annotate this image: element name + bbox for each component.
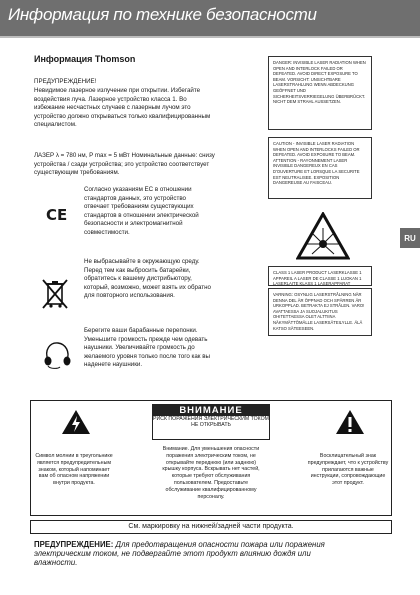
laser-class-label: CLASS 1 LASER PRODUCT LASERKLASSE 1 APPAREIL A LASER DE CLASSE 1 LUOKAN 1 LASERLAITE KLASS 1 LASERAPPARAT — [268, 266, 372, 286]
laser-caution-label: CAUTION - INVISIBLE LASER RADIATION WHEN OPEN AND INTERLOCKS FAILED OR DEFEATED. AVOID EXPOSURE TO BEAM. ATTENTION - RAYONNEMENT LASER INVISIBLE DANGEREUX EN CAS D'OUVERTURE ET LORSQUE LA SECURITE EST NEUTRALISEE. EXPOSITION DANGEREUSE AU FAISCEAU. — [268, 137, 372, 199]
caution-subtitle: РИСК ПОРАЖЕНИЯ ЭЛЕКТРИЧЕСКИМ ТОКОМ НЕ ОТКРЫВАТЬ — [153, 416, 269, 429]
fire-warning — [34, 540, 334, 567]
page-title: Информация по технике безопасности — [8, 5, 317, 24]
section-title: Информация Thomson — [34, 54, 136, 64]
language-tab-ru: RU — [400, 228, 420, 248]
headphones-icon — [40, 340, 76, 370]
fire-warning-label: ПРЕДУПРЕЖДЕНИЕ: — [34, 540, 114, 549]
ce-mark-icon: CE — [46, 206, 68, 224]
ce-compliance-text: Согласно указаниям ЕС в отношении стандартов данных, это устройство отвечает требованиям существующих стандартов в отношении электрической безопасности и электромагнитной совместимости. — [84, 186, 199, 236]
disposal-text: Не выбрасывайте в окружающую среду. Перед тем как выбросить батарейки, обратитесь к вашему дистрибьютору, который, возможно, может взять их обратно для повторного использования. — [84, 258, 211, 300]
warning-heading: ПРЕДУПРЕЖДЕНИЕ! — [34, 78, 97, 85]
crossed-bin-icon — [40, 278, 70, 310]
caution-title: ВНИМАНИЕ — [153, 405, 269, 416]
warning-text: Невидимое лазерное излучение при открытии. Избегайте воздействия луча. Лазерное устройство класса 1. Во избежание несчастных случаев с лазерным лучом это устройство должно открываться только квалифицированным специалистом. — [34, 87, 211, 129]
header-divider — [0, 36, 420, 38]
caution-middle-text: Внимание. Для уменьшения опасности поражения электрическим током, не открывайте переднюю (или заднюю) крышку корпуса. Вскрывать нет частей, которые требуют обслуживания пользователем. Предоставьте обслуживание квалифицированному персоналу. — [162, 446, 260, 500]
laser-spec-text: ЛАЗЕР λ = 780 нм, P max = 5 мВт Номинальные данные: снизу устройства / сзади устройства; это устройство соответствует существующим требованиям. — [34, 152, 215, 177]
laser-warning-icon — [296, 212, 350, 260]
laser-varning-label: VARNING: OSYNLIG LASERSTRÅLNING NÄR DENNA DEL ÄR ÖPPNAD OCH SPÄRREN ÄR URKOPPLAD. BETRAKTA EJ STRÅLEN. VARO! AVATTAESSA JA SUOJALUKITUS OHITETTAESSA OLET ALTTIINA NÄKYMÄTTÖMÄLLE LASERSÄTEILYLLE. ÄLÄ KATSO SÄTEESEEN. — [268, 288, 372, 336]
caution-right-text: Восклицательный знак предупреждает, что к устройству прилагаются важные инструкции, сопровождающие этот продукт. — [307, 453, 389, 487]
hearing-text: Берегите ваши барабанные перепонки. Уменьшите громкость прежде чем одевать наушники. Увеличивайте громкость до желаемого уровня только после того как вы наденете наушники. — [84, 327, 210, 369]
header-banner — [0, 0, 420, 36]
caution-label — [152, 404, 270, 440]
lightning-warning-icon — [61, 409, 91, 435]
caution-left-text: Символ молнии в треугольнике является предупредительным знаком, который напоминает вам об опасном напряжении внутри продукта. — [35, 453, 113, 487]
caution-panel — [30, 400, 392, 516]
marking-note: См. маркировку на нижней/задней части продукта. — [30, 520, 392, 534]
laser-danger-label: DANGER: INVISIBLE LASER RADIATION WHEN OPEN AND INTERLOCK FAILED OR DEFEATED. AVOID DIRECT EXPOSURE TO BEAM. VORSICHT: UNSICHTBARE LASERSTRAHLUNG WENN ABDECKUNG GEÖFFNET UND SICHERHEITSVERRIEGELUNG ÜBERBRÜCKT. NICHT DEM STRAHL AUSSETZEN. — [268, 56, 372, 130]
fire-warning-text: Для предотвращения опасности пожара или поражения электрическим током, не подвергайте этот продукт влиянию дождя или влажности. — [34, 540, 325, 567]
exclamation-warning-icon — [335, 409, 365, 435]
